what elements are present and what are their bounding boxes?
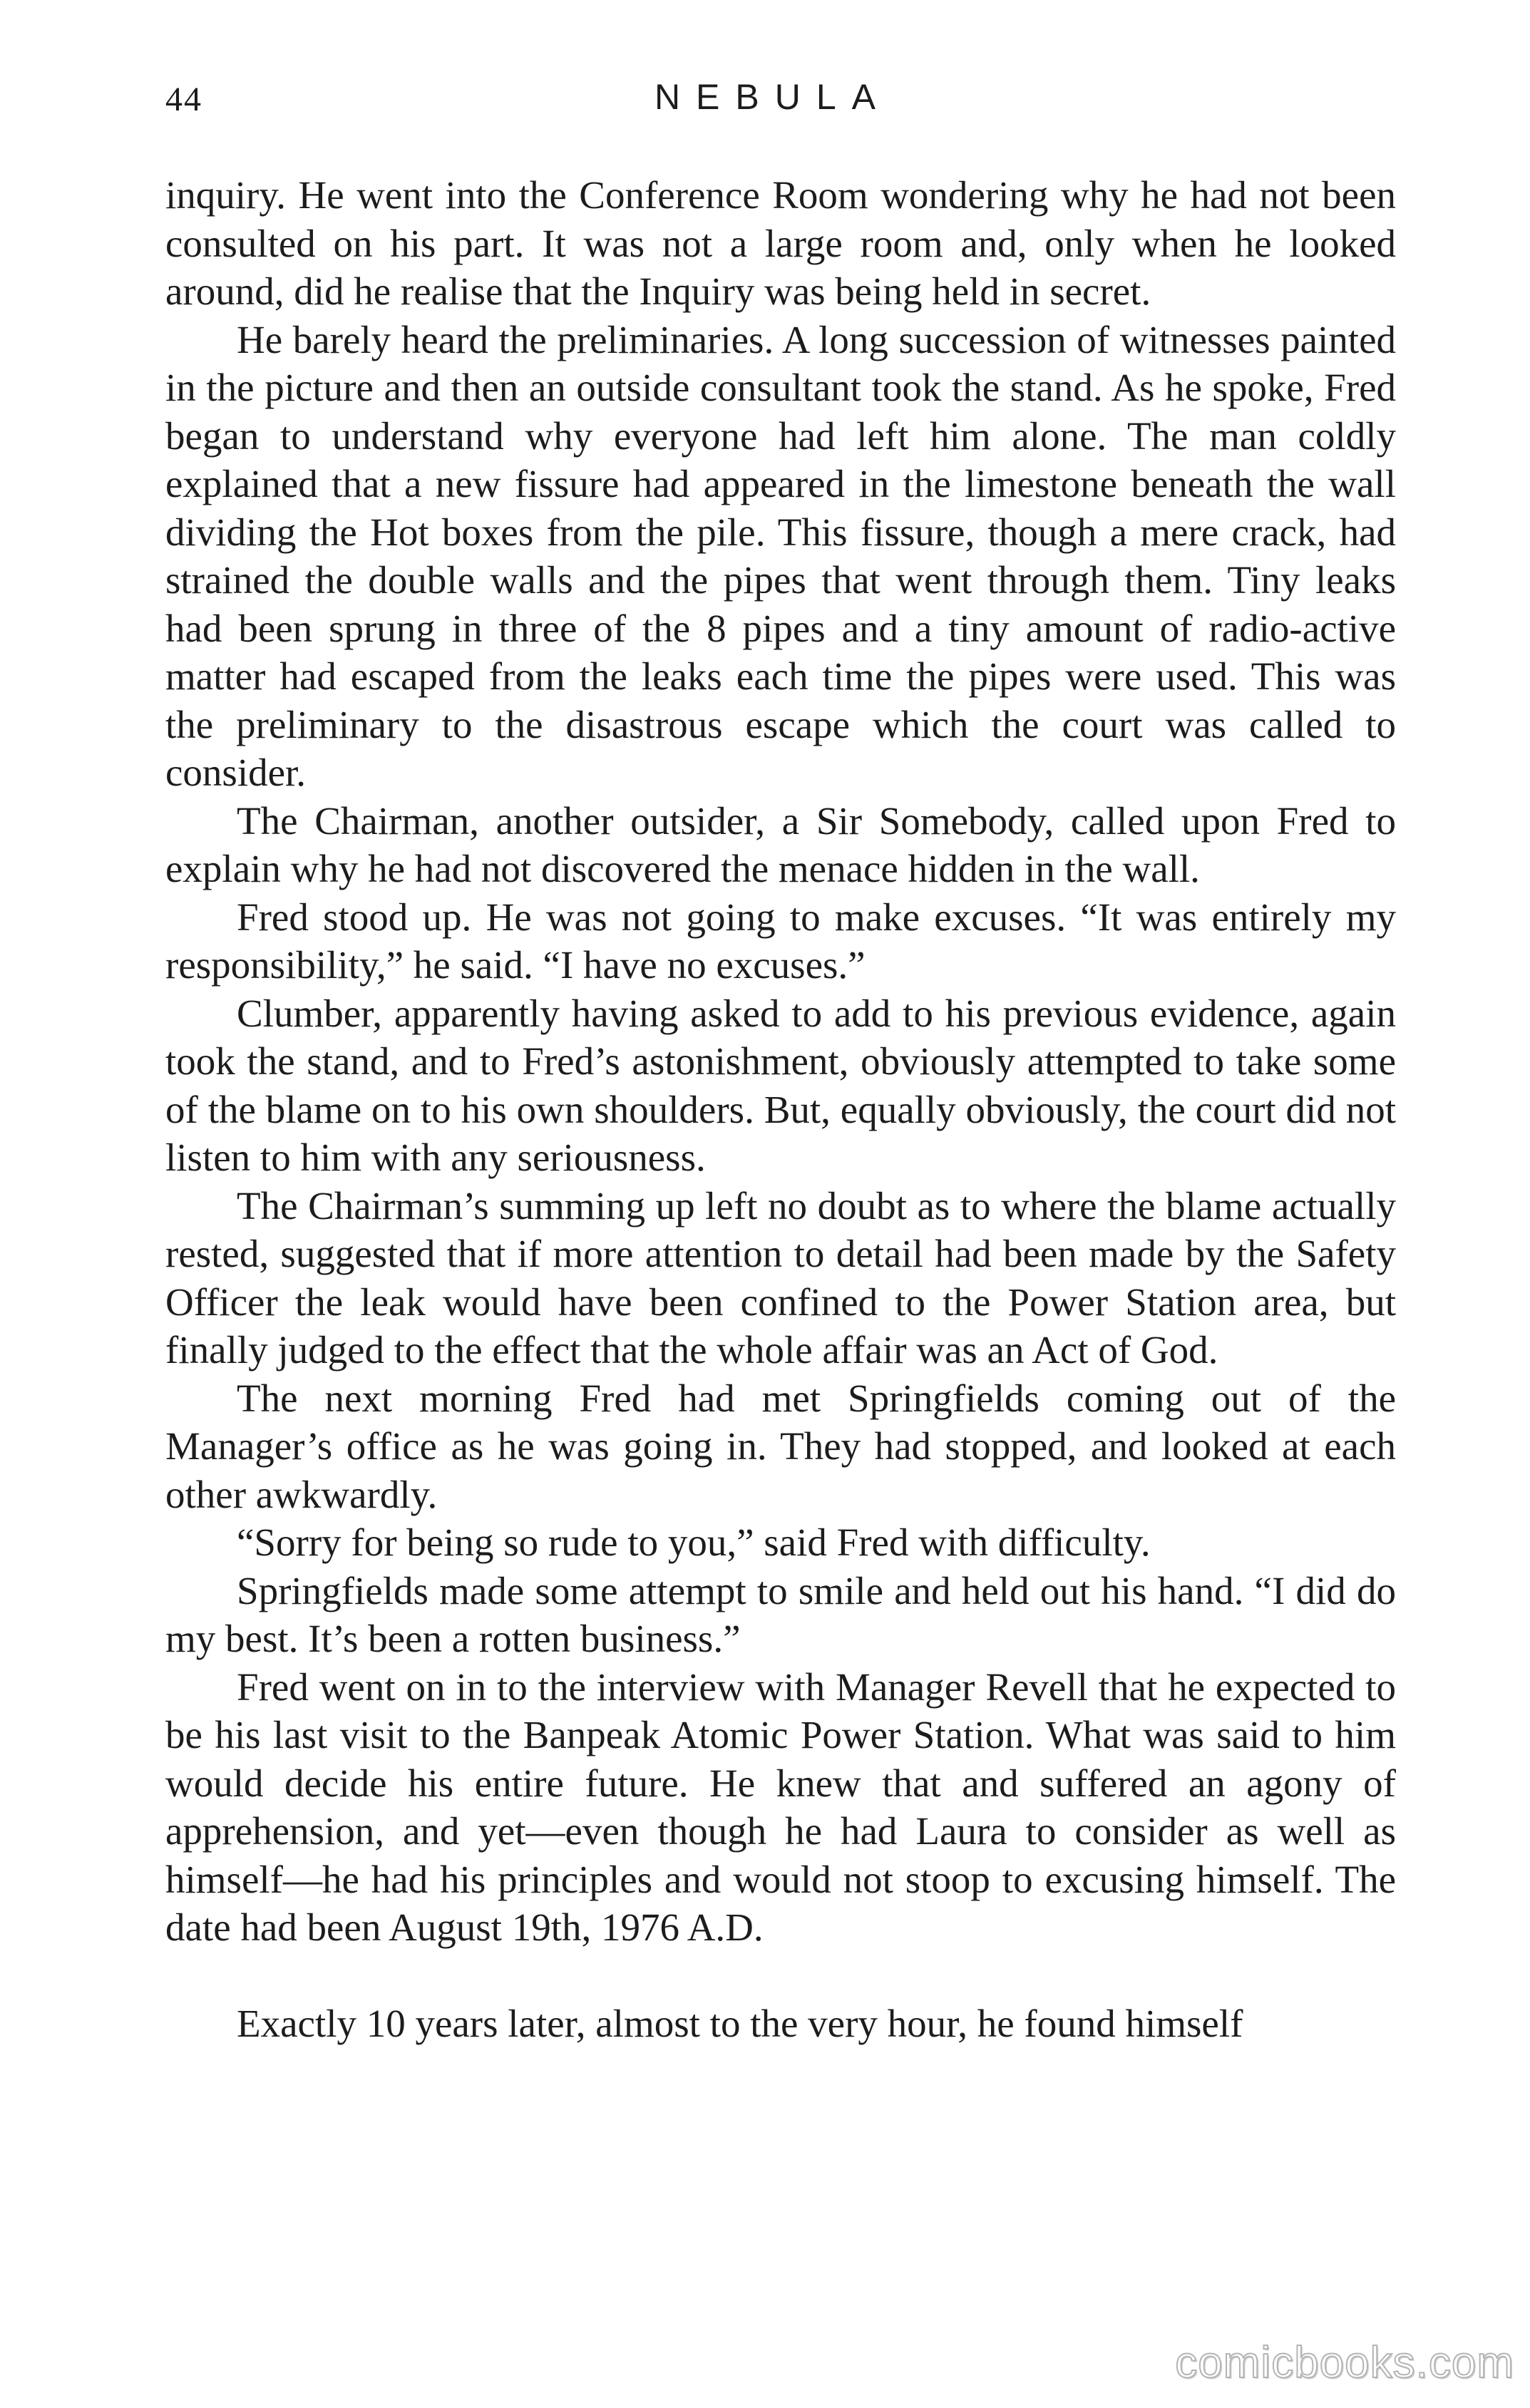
paragraph: Exactly 10 years later, almost to the very hour, he found himself bbox=[237, 2001, 1243, 2045]
paragraph: “Sorry for being so rude to you,” said Fred with difficulty. bbox=[237, 1521, 1151, 1564]
body-text bbox=[165, 171, 1396, 2047]
paragraph: Clumber, apparently having asked to add to his previous evidence, again took the stand, and to Fred’s astonishment, obviously attempted to take some of the blame on to his own shoulders. But, equally obviously, the court did not listen to him with any seriousness. bbox=[165, 991, 1396, 1179]
paragraph: The next morning Fred had met Springfields coming out of the Manager’s office as he was going in. They had stopped, and looked at each other awkwardly. bbox=[165, 1376, 1396, 1516]
paragraph: Fred stood up. He was not going to make excuses. “It was entirely my responsibility,” he said. “I have no excuses.” bbox=[165, 895, 1396, 987]
running-title: NEBULA bbox=[654, 77, 892, 117]
paragraph: He barely heard the preliminaries. A long succession of witnesses painted in the picture and then an outside consultant took the stand. As he spoke, Fred began to understand why everyone had left him alone. The man coldly explained that a new fissure had appeared in the limestone beneath the wall dividing the Hot boxes from the pile. This fissure, though a mere crack, had strained the double walls and the pipes that went through them. Tiny leaks had been sprung in three of the 8 pipes and a tiny amount of radio-active matter had escaped from the leaks each time the pipes were used. This was the preliminary to the disastrous escape which the court was called to consider. bbox=[165, 317, 1396, 794]
paragraph: The Chairman’s summing up left no doubt as to where the blame actually rested, suggested that if more attention to detail had been made by the Safety Officer the leak would have been confined to the Power Station area, but finally judged to the effect that the whole affair was an Act of God. bbox=[165, 1183, 1396, 1372]
paragraph: Springfields made some attempt to smile and held out his hand. “I did do my best. It’s been a rotten business.” bbox=[165, 1568, 1396, 1660]
paragraph: Fred went on in to the interview with Manager Revell that he expected to be his last visit to the Banpeak Atomic Power Station. What was said to him would decide his entire future. He knew that and suffered an agony of apprehension, and yet—even though he had Laura to consider as well as himself—he had his principles and would not stoop to excusing himself. The date had been August 19th, 1976 A.D. bbox=[165, 1664, 1396, 1949]
paragraph: The Chairman, another outsider, a Sir Somebody, called upon Fred to explain why he had not discovered the menace hidden in the wall. bbox=[165, 798, 1396, 890]
paragraph: inquiry. He went into the Conference Room wondering why he had not been consulted on his part. It was not a large room and, only when he looked around, did he realise that the Inquiry was being held in secret. bbox=[165, 173, 1396, 313]
page-number: 44 bbox=[165, 81, 202, 118]
watermark-logo: comicbooks.com bbox=[1175, 2338, 1514, 2387]
